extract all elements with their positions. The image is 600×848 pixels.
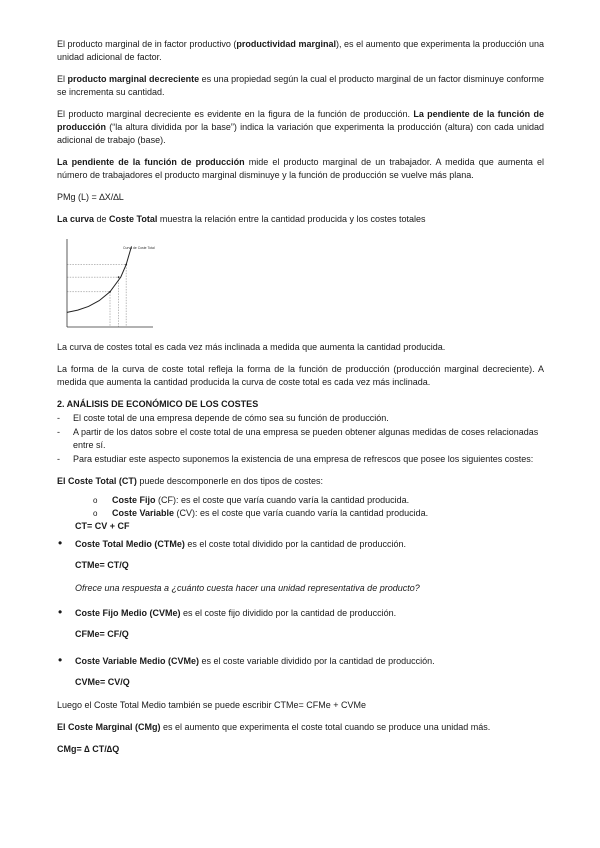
cost-types-list [57, 494, 544, 520]
bold-term: Coste Fijo Medio (CVMe) [75, 608, 181, 618]
text: es el coste total dividido por la cantidad de producción. [184, 539, 406, 549]
bold-term: El Coste Marginal (CMg) [57, 722, 161, 732]
curve-point [109, 291, 111, 293]
bold-term: Coste Total Medio (CTMe) [75, 539, 185, 549]
curve-point [118, 276, 120, 278]
paragraph-curva-inclinada: La curva de costes total es cada vez más inclinada a medida que aumenta la cantidad producida. [57, 342, 446, 352]
bold-term: Coste Variable Medio (CVMe) [75, 656, 200, 666]
text: es el coste variable dividido por la cantidad de producción. [199, 656, 435, 666]
paragraph-forma-curva: La forma de la curva de coste total refleja la forma de la función de producción (producción marginal decreciente). A medida que aumenta la cantidad producida la curva de coste total es cada vez más inclinada. [57, 364, 544, 387]
reference-lines [67, 265, 126, 327]
total-cost-curve [67, 246, 132, 312]
text: (“la altura dividida por la base”) indica la variación que experimenta la producción (altura) con cada unidad adicional de trabajo (base). [57, 122, 544, 145]
text: (CV): es el coste que varía cuando varía la cantidad producida. [174, 508, 429, 518]
text: de [94, 214, 110, 224]
paragraph-producto-marginal-decreciente [57, 73, 544, 99]
formula-cfme: CFMe= CF/Q [75, 629, 129, 639]
text: es una propiedad según la cual el producto marginal de un factor disminuye conforme se incrementa su cantidad. [57, 74, 544, 97]
note-ctme: Ofrece una respuesta a ¿cuánto cuesta hacer una unidad representativa de producto? [75, 583, 420, 593]
bullet-cvme [57, 655, 544, 668]
paragraph-coste-marginal [57, 721, 544, 734]
total-cost-chart-svg [57, 235, 157, 335]
paragraph-pendiente-mide [57, 156, 544, 182]
formula-pmg: PMg (L) = ∆X/∆L [57, 192, 124, 202]
section-title-analisis: 2. ANÁLISIS DE ECONÓMICO DE LOS COSTES [57, 399, 259, 409]
paragraph-ctme-equivalencia: Luego el Coste Total Medio también se puede escribir CTMe= CFMe + CVMe [57, 700, 366, 710]
list-item: - El coste total de una empresa depende de cómo sea su función de producción. [57, 412, 544, 425]
text: ), es el aumento que experimenta la producción una unidad adicional de factor. [57, 39, 544, 62]
document-page [57, 38, 544, 765]
bold-term: La pendiente de la función de producción [57, 109, 545, 132]
text: El [57, 74, 68, 84]
paragraph-curva-coste-total [57, 213, 544, 226]
bullet-cfme [57, 607, 544, 620]
list-item-coste-fijo [57, 494, 544, 507]
formula-cmg: CMg= ∆ CT/∆Q [57, 744, 120, 754]
bold-term: producto marginal decreciente [67, 74, 200, 84]
formula-ct: CT= CV + CF [75, 521, 130, 531]
list-item: - Para estudiar este aspecto suponemos la existencia de una empresa de refrescos que posee los siguientes costes: [57, 453, 544, 466]
bold-term: La curva [57, 214, 95, 224]
curve-point [125, 264, 127, 266]
formula-ctme: CTMe= CT/Q [75, 560, 129, 570]
text: es el aumento que experimenta el coste total cuando se produce una unidad más. [160, 722, 491, 732]
text: muestra la relación entre la cantidad producida y los costes totales [157, 214, 426, 224]
text: El producto marginal decreciente es evidente en la figura de la función de producción. [57, 109, 414, 119]
paragraph-coste-total-descomposicion [57, 475, 544, 488]
bold-term: Coste Total [109, 214, 158, 224]
bold-term: Coste Fijo [112, 495, 156, 505]
total-cost-chart [57, 235, 157, 335]
bold-term: Coste Variable [112, 508, 175, 518]
bold-term: productividad marginal [236, 39, 336, 49]
paragraph-pendiente [57, 108, 544, 147]
list-item-coste-variable [57, 507, 544, 520]
curve-label: Curva de Coste Total [123, 246, 155, 250]
analysis-list [57, 412, 544, 466]
text: El producto marginal de in factor productivo ( [57, 39, 237, 49]
paragraph-producto-marginal [57, 38, 544, 64]
bullet-ctme [57, 538, 544, 551]
text: es el coste fijo dividido por la cantidad de producción. [180, 608, 397, 618]
text: puede descomponerle en dos tipos de costes: [136, 476, 323, 486]
text: mide el producto marginal de un trabajador. A medida que aumenta el número de trabajadores el producto marginal disminuye y la función de producción se vuelve más plana. [57, 157, 545, 180]
text: (CF): es el coste que varía cuando varía la cantidad producida. [155, 495, 410, 505]
bold-term: El Coste Total (CT) [57, 476, 137, 486]
list-item: - A partir de los datos sobre el coste total de una empresa se pueden obtener algunas medidas de coses relacionadas entre sí. [57, 426, 544, 452]
bold-term: La pendiente de la función de producción [57, 157, 245, 167]
formula-cvme: CVMe= CV/Q [75, 677, 130, 687]
